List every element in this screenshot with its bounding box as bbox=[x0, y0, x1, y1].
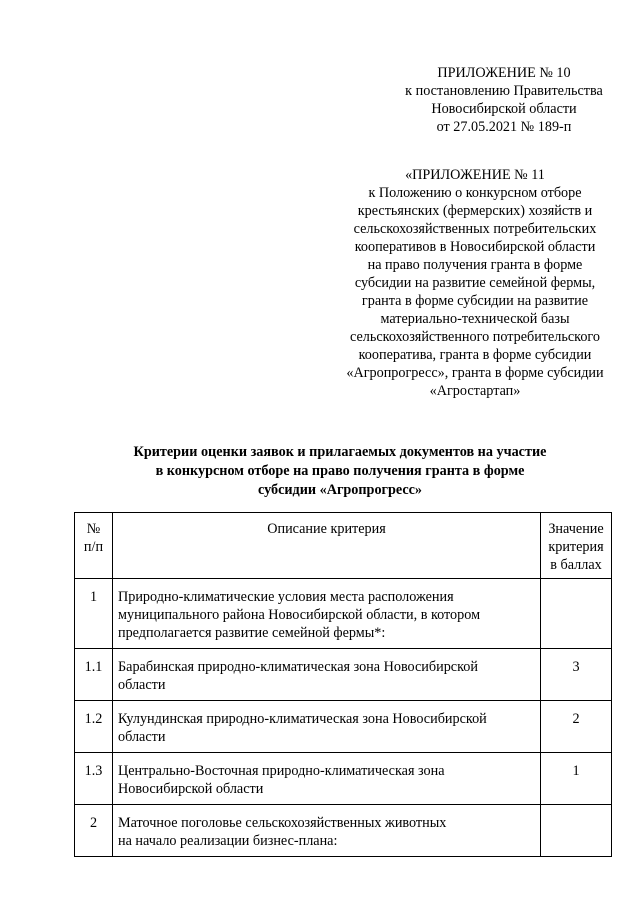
header-description bbox=[113, 513, 541, 579]
row-number: 1.3 bbox=[75, 753, 113, 805]
appendix-11-line: материально-технической базы bbox=[380, 311, 570, 327]
row-description bbox=[113, 649, 541, 701]
row-description-line: Барабинская природно-климатическая зона Новосибирской bbox=[118, 659, 478, 675]
table-row bbox=[75, 753, 612, 805]
row-description bbox=[113, 701, 541, 753]
appendix-11-line: субсидии на развитие семейной фермы, bbox=[354, 275, 596, 291]
row-value bbox=[541, 805, 612, 857]
header-description-label: Описание критерия bbox=[267, 521, 386, 537]
header-number-abbr: п/п bbox=[83, 539, 104, 555]
appendix-10-date: от 27.05.2021 № 189-п bbox=[436, 119, 572, 135]
row-number: 1 bbox=[75, 579, 113, 649]
table-row bbox=[75, 805, 612, 857]
appendix-11-line: гранта в форме субсидии на развитие bbox=[361, 293, 589, 309]
appendix-11-title: «ПРИЛОЖЕНИЕ № 11 bbox=[405, 167, 545, 183]
row-description-line: Новосибирской области bbox=[118, 781, 264, 797]
row-description bbox=[113, 579, 541, 649]
appendix-11-line: кооператива, гранта в форме субсидии bbox=[358, 347, 592, 363]
appendix-11-header bbox=[330, 166, 620, 400]
row-number: 1.1 bbox=[75, 649, 113, 701]
header-number bbox=[75, 513, 113, 579]
appendix-10-line: Новосибирской области bbox=[431, 101, 577, 117]
row-number: 2 bbox=[75, 805, 113, 857]
row-description bbox=[113, 805, 541, 857]
appendix-10-header bbox=[394, 64, 614, 136]
table-row bbox=[75, 701, 612, 753]
appendix-11-line: «Агростартап» bbox=[429, 383, 521, 399]
row-description-line: на начало реализации бизнес-плана: bbox=[118, 833, 338, 849]
appendix-11-line: крестьянских (фермерских) хозяйств и bbox=[357, 203, 593, 219]
header-value-line: в баллах bbox=[550, 557, 602, 573]
row-description-line: предполагается развитие семейной фермы*: bbox=[118, 625, 386, 641]
document-title-line: в конкурсном отборе на право получения гранта в форме bbox=[155, 463, 525, 479]
row-value bbox=[541, 579, 612, 649]
row-description-line: Маточное поголовье сельскохозяйственных животных bbox=[118, 815, 447, 831]
appendix-11-line: на право получения гранта в форме bbox=[367, 257, 583, 273]
row-description-line: области bbox=[118, 677, 166, 693]
criteria-table bbox=[74, 512, 612, 857]
appendix-11-line: к Положению о конкурсном отборе bbox=[368, 185, 582, 201]
document-title bbox=[60, 443, 620, 500]
appendix-11-line: кооперативов в Новосибирской области bbox=[354, 239, 596, 255]
table-row bbox=[75, 579, 612, 649]
row-description-line: Центрально-Восточная природно-климатическая зона bbox=[118, 763, 445, 779]
document-title-line: субсидии «Агропрогресс» bbox=[257, 482, 423, 498]
appendix-10-title: ПРИЛОЖЕНИЕ № 10 bbox=[437, 65, 571, 81]
row-description bbox=[113, 753, 541, 805]
table-row bbox=[75, 649, 612, 701]
appendix-10-line: к постановлению Правительства bbox=[405, 83, 603, 99]
row-description-line: муниципального района Новосибирской области, в котором bbox=[118, 607, 481, 623]
document-title-line: Критерии оценки заявок и прилагаемых документов на участие bbox=[133, 444, 547, 460]
row-description-line: Кулундинская природно-климатическая зона Новосибирской bbox=[118, 711, 487, 727]
appendix-11-line: сельскохозяйственного потребительского bbox=[350, 329, 600, 345]
row-description-line: Природно-климатические условия места расположения bbox=[118, 589, 454, 605]
row-value: 2 bbox=[541, 701, 612, 753]
row-description-line: области bbox=[118, 729, 166, 745]
header-number-sign: № bbox=[86, 521, 101, 537]
row-value: 3 bbox=[541, 649, 612, 701]
appendix-11-line: «Агропрогресс», гранта в форме субсидии bbox=[346, 365, 604, 381]
header-value bbox=[541, 513, 612, 579]
appendix-11-line: сельскохозяйственных потребительских bbox=[353, 221, 597, 237]
row-value: 1 bbox=[541, 753, 612, 805]
table-header-row bbox=[75, 513, 612, 579]
header-value-line: Значение bbox=[548, 521, 604, 537]
header-value-line: критерия bbox=[548, 539, 604, 555]
row-number: 1.2 bbox=[75, 701, 113, 753]
